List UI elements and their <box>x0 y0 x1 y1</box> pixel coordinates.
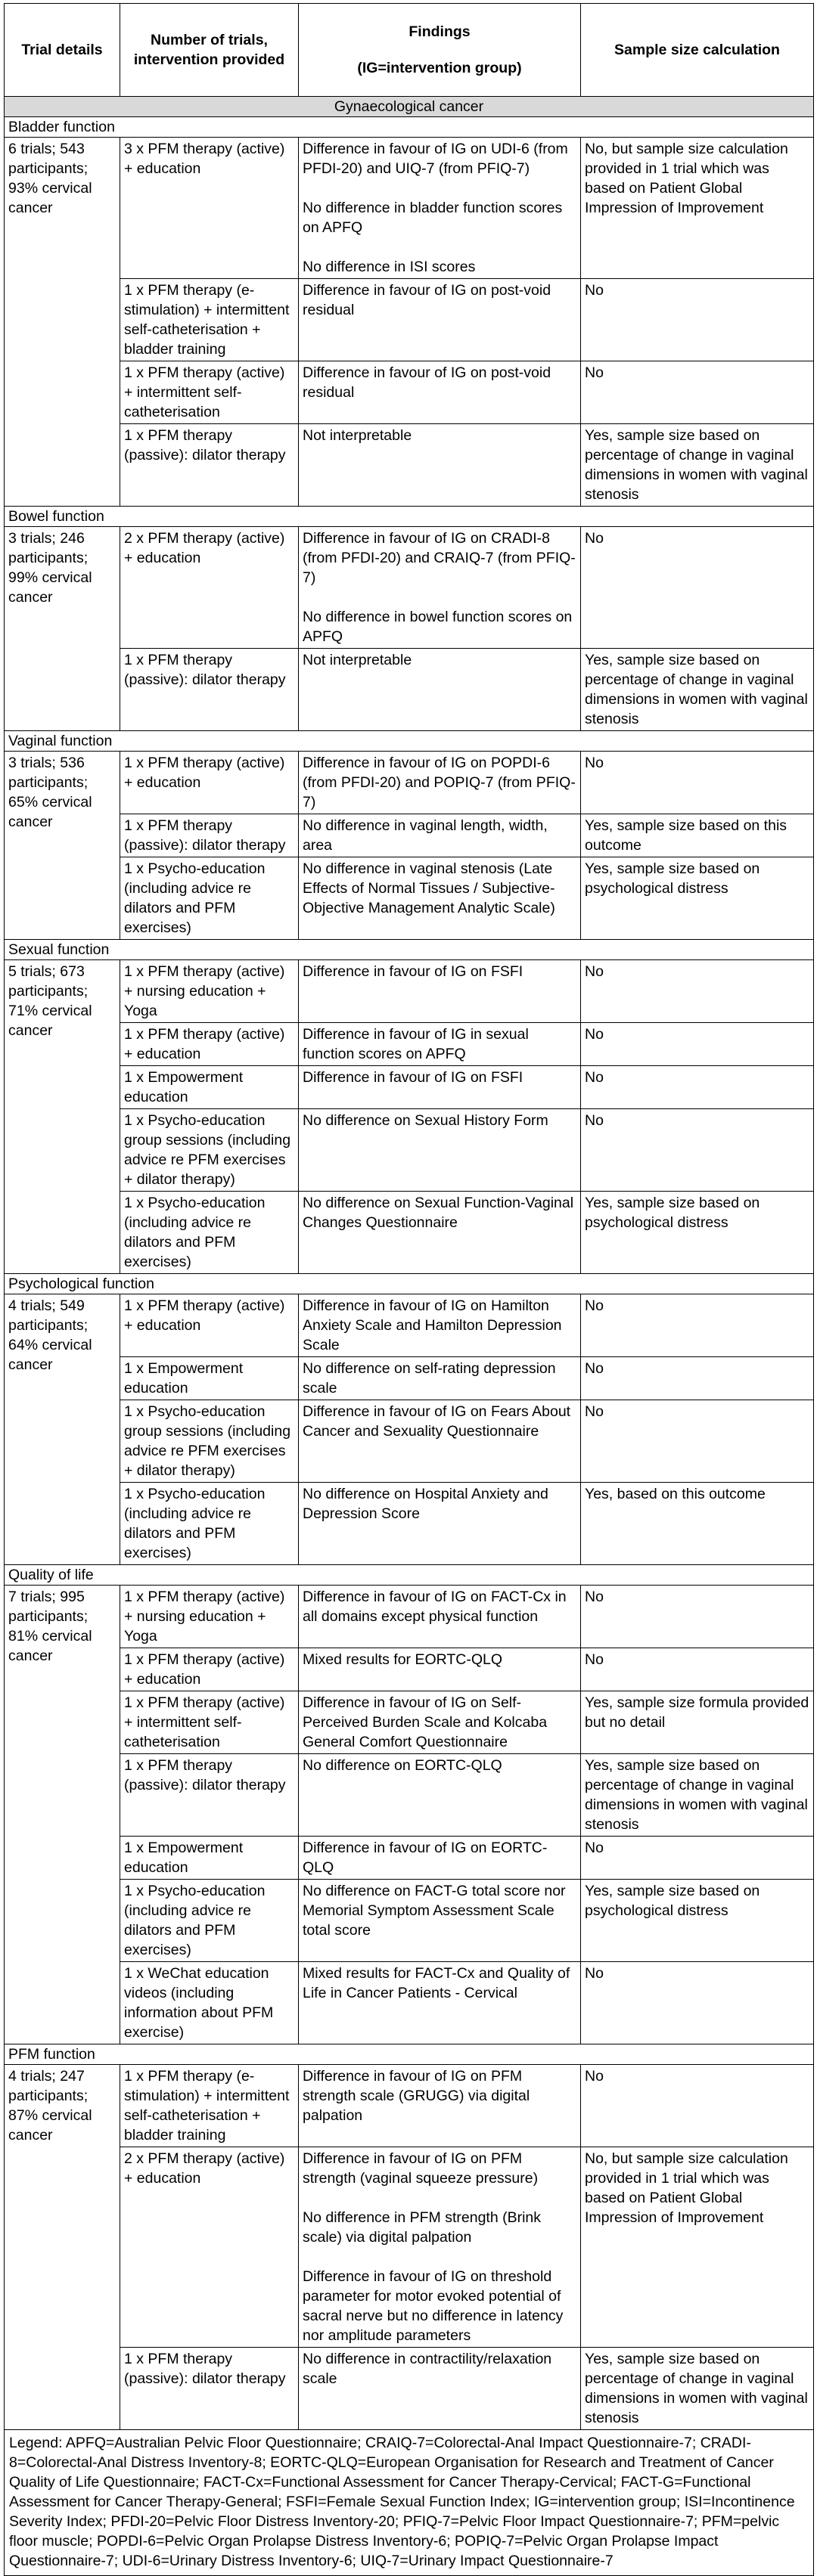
findings-cell <box>299 1294 581 1357</box>
sample-size-cell: No, but sample size calculation provided in 1 trial which was based on Patient Global Impression of Improvement <box>581 138 814 279</box>
table-row <box>5 279 814 361</box>
table-row <box>5 960 814 1023</box>
intervention-cell: 1 x Psycho-education (including advice re dilators and PFM exercises) <box>120 857 299 940</box>
finding-text: No difference on EORTC-QLQ <box>303 1757 502 1774</box>
results-table <box>4 3 814 2576</box>
section-header-row <box>5 2044 814 2065</box>
sample-size-cell: Yes, sample size based on percentage of change in vaginal dimensions in women with vaginal stenosis <box>581 1754 814 1837</box>
table-row <box>5 527 814 649</box>
table-row <box>5 1023 814 1066</box>
trial-details-cell: 7 trials; 995 participants; 81% cervical cancer <box>5 1586 120 2044</box>
finding-text: Mixed results for EORTC-QLQ <box>303 1651 503 1668</box>
sample-size-cell: No <box>581 279 814 361</box>
sample-size-cell: No <box>581 361 814 424</box>
intervention-cell: 1 x PFM therapy (passive): dilator therapy <box>120 814 299 857</box>
finding-text: Difference in favour of IG on FSFI <box>303 1069 523 1086</box>
section-title: Psychological function <box>5 1274 814 1294</box>
section-header-row <box>5 117 814 138</box>
intervention-cell: 1 x Psycho-education group sessions (including advice re PFM exercises + dilator therapy) <box>120 1400 299 1483</box>
intervention-cell: 1 x PFM therapy (passive): dilator therapy <box>120 1754 299 1837</box>
findings-cell <box>299 1400 581 1483</box>
sample-size-cell: Yes, based on this outcome <box>581 1483 814 1565</box>
header-findings-subtitle: (IG=intervention group) <box>357 60 522 76</box>
intervention-cell: 1 x PFM therapy (passive): dilator therapy <box>120 2348 299 2430</box>
section-title: Sexual function <box>5 940 814 960</box>
findings-cell <box>299 649 581 731</box>
sample-size-cell: No <box>581 2065 814 2147</box>
cancer-type-label: Gynaecological cancer <box>5 97 814 117</box>
table-row <box>5 1109 814 1192</box>
intervention-cell: 3 x PFM therapy (active) + education <box>120 138 299 279</box>
table-row <box>5 1400 814 1483</box>
table-row <box>5 1066 814 1109</box>
header-trial-details: Trial details <box>5 4 120 97</box>
intervention-cell: 1 x PFM therapy (e-stimulation) + intermittent self-catheterisation + bladder training <box>120 2065 299 2147</box>
intervention-cell: 1 x WeChat education videos (including information about PFM exercise) <box>120 1962 299 2044</box>
sample-size-cell: No <box>581 1023 814 1066</box>
legend-text: Legend: APFQ=Australian Pelvic Floor Questionnaire; CRAIQ-7=Colorectal-Anal Impact Questionnaire-7; CRADI-8=Colorectal-Anal Distress Inventory-8; EORTC-QLQ=European Organisation for Research and Treatment of Cancer Quality of Life Questionnaire; FACT-Cx=Functional Assessment for Cancer Therapy-Cervical; FACT-G=Functional Assessment for Cancer Therapy-General; FSFI=Female Sexual Function Index; IG=intervention group; ISI=Incontinence Severity Index; PFDI-20=Pelvic Floor Distress Inventory-20; PFIQ-7=Pelvic Floor Impact Questionnaire-7; PFM=pelvic floor muscle; POPDI-6=Pelvic Organ Prolapse Distress Inventory-6; POPIQ-7=Pelvic Organ Prolapse Impact Questionnaire-7; UDI-6=Urinary Distress Inventory-6; UIQ-7=Urinary Impact Questionnaire-7 <box>5 2430 814 2576</box>
findings-cell <box>299 2065 581 2147</box>
intervention-cell: 1 x PFM therapy (active) + nursing education + Yoga <box>120 1586 299 1648</box>
finding-text: No difference in vaginal stenosis (Late Effects of Normal Tissues / Subjective-Objective Management Analytic Scale) <box>303 860 555 916</box>
table-row <box>5 1691 814 1754</box>
finding-text: No difference on FACT-G total score nor Memorial Symptom Assessment Scale total score <box>303 1883 566 1939</box>
trial-details-cell: 3 trials; 246 participants; 99% cervical cancer <box>5 527 120 731</box>
finding-text: Difference in favour of IG on PFM strength (vaginal squeeze pressure) <box>303 2150 539 2187</box>
finding-text: No difference in ISI scores <box>303 259 476 275</box>
findings-cell <box>299 138 581 279</box>
finding-text: Difference in favour of IG on Self-Perceived Burden Scale and Kolcaba General Comfort Questionnaire <box>303 1694 548 1750</box>
trial-details-cell: 5 trials; 673 participants; 71% cervical cancer <box>5 960 120 1274</box>
header-number-of-trials: Number of trials, intervention provided <box>120 4 299 97</box>
sample-size-cell: No <box>581 1648 814 1691</box>
finding-text: No difference in bladder function scores on APFQ <box>303 200 563 236</box>
header-sample-size: Sample size calculation <box>581 4 814 97</box>
cancer-type-band <box>5 97 814 117</box>
intervention-cell: 1 x PFM therapy (active) + education <box>120 1648 299 1691</box>
section-header-row <box>5 507 814 527</box>
sample-size-cell: No <box>581 752 814 814</box>
findings-cell <box>299 1880 581 1962</box>
table-header-row <box>5 4 814 97</box>
findings-cell <box>299 1023 581 1066</box>
table-row <box>5 2147 814 2348</box>
finding-text: Difference in favour of IG on UDI-6 (from PFDI-20) and UIQ-7 (from PFIQ-7) <box>303 141 568 177</box>
intervention-cell: 1 x Psycho-education (including advice re dilators and PFM exercises) <box>120 1880 299 1962</box>
finding-text: Difference in favour of IG on CRADI-8 (from PFDI-20) and CRAIQ-7 (from PFIQ-7) <box>303 530 576 586</box>
table-body <box>5 97 814 2576</box>
section-title: Quality of life <box>5 1565 814 1586</box>
trial-details-cell: 4 trials; 247 participants; 87% cervical cancer <box>5 2065 120 2430</box>
finding-text: Difference in favour of IG on EORTC-QLQ <box>303 1840 548 1876</box>
findings-cell <box>299 814 581 857</box>
sample-size-cell: No <box>581 1357 814 1400</box>
header-findings-title: Findings <box>408 23 471 40</box>
table-row <box>5 361 814 424</box>
findings-cell <box>299 752 581 814</box>
intervention-cell: 1 x PFM therapy (e-stimulation) + intermittent self-catheterisation + bladder training <box>120 279 299 361</box>
sample-size-cell: No <box>581 1837 814 1880</box>
sample-size-cell: No <box>581 1294 814 1357</box>
findings-cell <box>299 1357 581 1400</box>
intervention-cell: 1 x PFM therapy (active) + education <box>120 1294 299 1357</box>
intervention-cell: 1 x Empowerment education <box>120 1066 299 1109</box>
intervention-cell: 1 x PFM therapy (active) + intermittent self-catheterisation <box>120 361 299 424</box>
intervention-cell: 1 x PFM therapy (active) + nursing education + Yoga <box>120 960 299 1023</box>
sample-size-cell: No <box>581 960 814 1023</box>
section-header-row <box>5 1274 814 1294</box>
intervention-cell: 1 x PFM therapy (active) + intermittent self-catheterisation <box>120 1691 299 1754</box>
finding-text: Not interpretable <box>303 427 412 444</box>
findings-cell <box>299 1586 581 1648</box>
findings-cell <box>299 857 581 940</box>
findings-cell <box>299 1066 581 1109</box>
finding-text: No difference on Sexual History Form <box>303 1112 548 1129</box>
sample-size-cell: No <box>581 1962 814 2044</box>
finding-text: Difference in favour of IG in sexual function scores on APFQ <box>303 1026 529 1062</box>
sample-size-cell: No <box>581 1586 814 1648</box>
intervention-cell: 1 x PFM therapy (active) + education <box>120 752 299 814</box>
intervention-cell: 1 x PFM therapy (active) + education <box>120 1023 299 1066</box>
section-title: PFM function <box>5 2044 814 2065</box>
sample-size-cell: Yes, sample size based on psychological distress <box>581 857 814 940</box>
finding-text: Difference in favour of IG on POPDI-6 (from PFDI-20) and POPIQ-7 (from PFIQ-7) <box>303 755 576 811</box>
table-row <box>5 2348 814 2430</box>
table-row <box>5 1483 814 1565</box>
findings-cell <box>299 1192 581 1274</box>
intervention-cell: 1 x Psycho-education (including advice re dilators and PFM exercises) <box>120 1483 299 1565</box>
intervention-cell: 1 x Psycho-education group sessions (including advice re PFM exercises + dilator therapy) <box>120 1109 299 1192</box>
finding-text: Difference in favour of IG on Hamilton Anxiety Scale and Hamilton Depression Scale <box>303 1297 562 1353</box>
findings-cell <box>299 1109 581 1192</box>
findings-cell <box>299 1691 581 1754</box>
finding-text: No difference in bowel function scores on APFQ <box>303 609 573 645</box>
table-row <box>5 857 814 940</box>
header-findings <box>299 4 581 97</box>
sample-size-cell: Yes, sample size based on percentage of change in vaginal dimensions in women with vaginal stenosis <box>581 2348 814 2430</box>
section-title: Bladder function <box>5 117 814 138</box>
intervention-cell: 1 x Psycho-education (including advice re dilators and PFM exercises) <box>120 1192 299 1274</box>
finding-text: Not interpretable <box>303 652 412 668</box>
findings-cell <box>299 1483 581 1565</box>
findings-cell <box>299 2147 581 2348</box>
sample-size-cell: No <box>581 1066 814 1109</box>
section-header-row <box>5 1565 814 1586</box>
finding-text: Difference in favour of IG on threshold parameter for motor evoked potential of sacral nerve but no difference in latency nor amplitude parameters <box>303 2268 564 2344</box>
findings-cell <box>299 1837 581 1880</box>
findings-cell <box>299 960 581 1023</box>
finding-text: Difference in favour of IG on post-void residual <box>303 364 551 401</box>
findings-cell <box>299 527 581 649</box>
finding-text: Mixed results for FACT-Cx and Quality of Life in Cancer Patients - Cervical <box>303 1965 570 2001</box>
intervention-cell: 1 x PFM therapy (passive): dilator therapy <box>120 424 299 507</box>
table-row <box>5 649 814 731</box>
sample-size-cell: Yes, sample size based on psychological distress <box>581 1880 814 1962</box>
table-row <box>5 1880 814 1962</box>
table-row <box>5 1648 814 1691</box>
sample-size-cell: Yes, sample size based on psychological distress <box>581 1192 814 1274</box>
trial-details-cell: 3 trials; 536 participants; 65% cervical cancer <box>5 752 120 940</box>
sample-size-cell: Yes, sample size based on percentage of change in vaginal dimensions in women with vaginal stenosis <box>581 649 814 731</box>
findings-cell <box>299 361 581 424</box>
finding-text: No difference in PFM strength (Brink scale) via digital palpation <box>303 2209 542 2246</box>
findings-cell <box>299 1962 581 2044</box>
finding-text: Difference in favour of IG on FACT-Cx in all domains except physical function <box>303 1589 567 1625</box>
table-row <box>5 814 814 857</box>
table-row <box>5 424 814 507</box>
legend-row <box>5 2430 814 2576</box>
section-title: Vaginal function <box>5 731 814 752</box>
table-row <box>5 752 814 814</box>
table-row <box>5 138 814 279</box>
sample-size-cell: No <box>581 1109 814 1192</box>
table-row <box>5 1754 814 1837</box>
sample-size-cell: Yes, sample size based on percentage of change in vaginal dimensions in women with vaginal stenosis <box>581 424 814 507</box>
trial-details-cell: 6 trials; 543 participants; 93% cervical cancer <box>5 138 120 507</box>
table-row <box>5 1192 814 1274</box>
finding-text: No difference on self-rating depression scale <box>303 1360 556 1396</box>
table-row <box>5 2065 814 2147</box>
table-row <box>5 1837 814 1880</box>
findings-cell <box>299 2348 581 2430</box>
finding-text: No difference in vaginal length, width, area <box>303 817 548 854</box>
sample-size-cell: Yes, sample size based on this outcome <box>581 814 814 857</box>
intervention-cell: 1 x Empowerment education <box>120 1837 299 1880</box>
findings-cell <box>299 1648 581 1691</box>
sample-size-cell: No, but sample size calculation provided in 1 trial which was based on Patient Global Impression of Improvement <box>581 2147 814 2348</box>
sample-size-cell: No <box>581 1400 814 1483</box>
findings-cell <box>299 424 581 507</box>
finding-text: Difference in favour of IG on Fears About Cancer and Sexuality Questionnaire <box>303 1403 571 1440</box>
section-header-row <box>5 940 814 960</box>
document-page <box>4 3 813 2576</box>
table-row <box>5 1962 814 2044</box>
table-row <box>5 1586 814 1648</box>
finding-text: Difference in favour of IG on PFM strength scale (GRUGG) via digital palpation <box>303 2068 530 2124</box>
intervention-cell: 1 x Empowerment education <box>120 1357 299 1400</box>
table-row <box>5 1357 814 1400</box>
findings-cell <box>299 279 581 361</box>
section-title: Bowel function <box>5 507 814 527</box>
intervention-cell: 2 x PFM therapy (active) + education <box>120 527 299 649</box>
sample-size-cell: No <box>581 527 814 649</box>
findings-cell <box>299 1754 581 1837</box>
trial-details-cell: 4 trials; 549 participants; 64% cervical cancer <box>5 1294 120 1565</box>
table-row <box>5 1294 814 1357</box>
intervention-cell: 1 x PFM therapy (passive): dilator therapy <box>120 649 299 731</box>
finding-text: Difference in favour of IG on FSFI <box>303 963 523 980</box>
section-header-row <box>5 731 814 752</box>
sample-size-cell: Yes, sample size formula provided but no detail <box>581 1691 814 1754</box>
finding-text: No difference in contractility/relaxation scale <box>303 2351 552 2387</box>
finding-text: No difference on Sexual Function-Vaginal Changes Questionnaire <box>303 1195 574 1231</box>
intervention-cell: 2 x PFM therapy (active) + education <box>120 2147 299 2348</box>
finding-text: Difference in favour of IG on post-void residual <box>303 282 551 318</box>
finding-text: No difference on Hospital Anxiety and Depression Score <box>303 1486 548 1522</box>
